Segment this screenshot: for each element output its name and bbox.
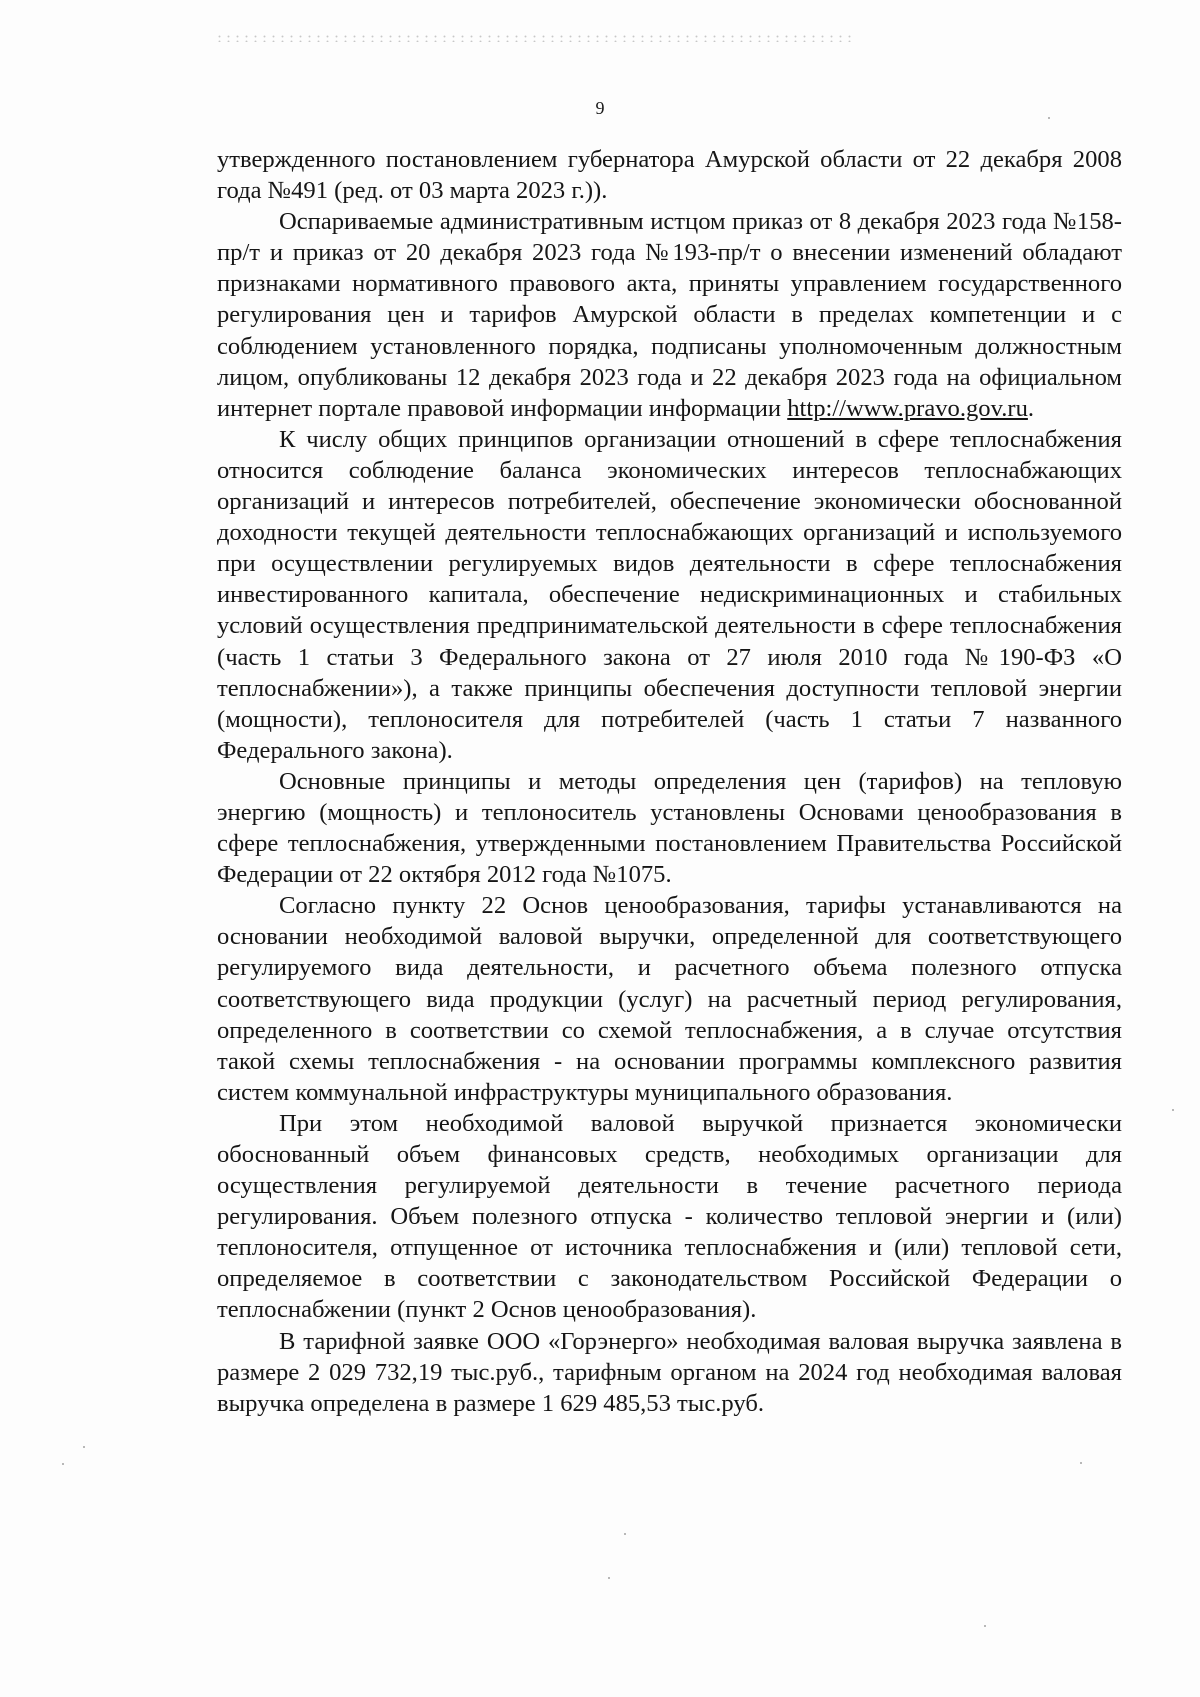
pravo-link[interactable]: http://www.pravo.gov.ru — [787, 394, 1028, 422]
paragraph-gross-revenue: При этом необходимой валовой выручкой признается экономически обоснованный объем финансовых средств, необходимых организации для осуществления регулируемой деятельности в течение расчетного периода регулирования. Объем полезного отпуска - количество тепловой энергии и (или) теплоносителя, отпущенное от источника теплоснабжения и (или) тепловой сети, определяемое в соответствии с законодательством Российской Федерации о теплоснабжении (пункт 2 Основ ценообразования). — [217, 1109, 1122, 1324]
scan-speck — [984, 1625, 986, 1627]
paragraph-text: Оспариваемые административным истцом приказ от 8 декабря 2023 года №158-пр/т и приказ от 20 декабря 2023 года №193-пр/т о внесении изменений обладают признаками нормативного правового акта, приняты управлением государственного регулирования цен и тарифов Амурской области в пределах компетенции и с соблюдением установленного порядка, подписаны уполномоченным должностным лицом, опубликованы 12 декабря 2023 года и 22 декабря 2023 года на официальном интернет портале правовой информации информации — [217, 208, 1122, 422]
page-number: 9 — [595, 98, 605, 118]
document-body — [217, 144, 1122, 1419]
scan-speck — [83, 1446, 85, 1448]
paragraph-pricing-methods: Основные принципы и методы определения цен (тарифов) на тепловую энергию (мощность) и теплоноситель установлены Основами ценообразования в сфере теплоснабжения, утвержденными постановлением Правительства Российской Федерации от 22 октября 2012 года №1075. — [217, 767, 1122, 889]
paragraph-contested-orders — [217, 206, 1122, 424]
paragraph-principles: К числу общих принципов организации отношений в сфере теплоснабжения относится соблюдение баланса экономических интересов теплоснабжающих организаций и интересов потребителей, обеспечение экономически обоснованной доходности текущей деятельности теплоснабжающих организаций и используемого при осуществлении регулируемых видов деятельности в сфере теплоснабжения инвестированного капитала, обеспечение недискриминационных и стабильных условий осуществления предпринимательской деятельности в сфере теплоснабжения (часть 1 статьи 3 Федерального закона от 27 июля 2010 года №190-ФЗ «О теплоснабжении»), а также принципы обеспечения доступности тепловой энергии (мощности), теплоносителя для потребителей (часть 1 статьи 7 названного Федерального закона). — [217, 425, 1122, 764]
scan-speck — [1080, 1462, 1082, 1464]
scan-speck — [1048, 117, 1050, 119]
scan-speck — [1172, 1109, 1174, 1111]
scan-noise — [215, 34, 855, 42]
scan-speck — [62, 1463, 64, 1465]
paragraph-continuation: утвержденного постановлением губернатора Амурской области от 22 декабря 2008 года №491 (ред. от 03 марта 2023 г.)). — [217, 146, 1122, 205]
scan-speck — [624, 1533, 626, 1535]
paragraph-text-end: . — [1027, 394, 1035, 422]
paragraph-point-22: Согласно пункту 22 Основ ценообразования, тарифы устанавливаются на основании необходимой валовой выручки, определенной для соответствующего регулируемого вида деятельности, и расчетного объема полезного отпуска соответствующего вида продукции (услуг) на расчетный период регулирования, определенного в соответствии со схемой теплоснабжения, а в случае отсутствия такой схемы теплоснабжения - на основании программы комплексного развития систем коммунальной инфраструктуры муниципального образования. — [217, 892, 1122, 1106]
paragraph-tariff-application: В тарифной заявке ООО «Горэнерго» необходимая валовая выручка заявлена в размере 2 029 732,19 тыс.руб., тарифным органом на 2024 год необходимая валовая выручка определена в размере 1 629 485,53 тыс.руб. — [217, 1327, 1122, 1417]
scan-speck — [608, 1577, 610, 1579]
